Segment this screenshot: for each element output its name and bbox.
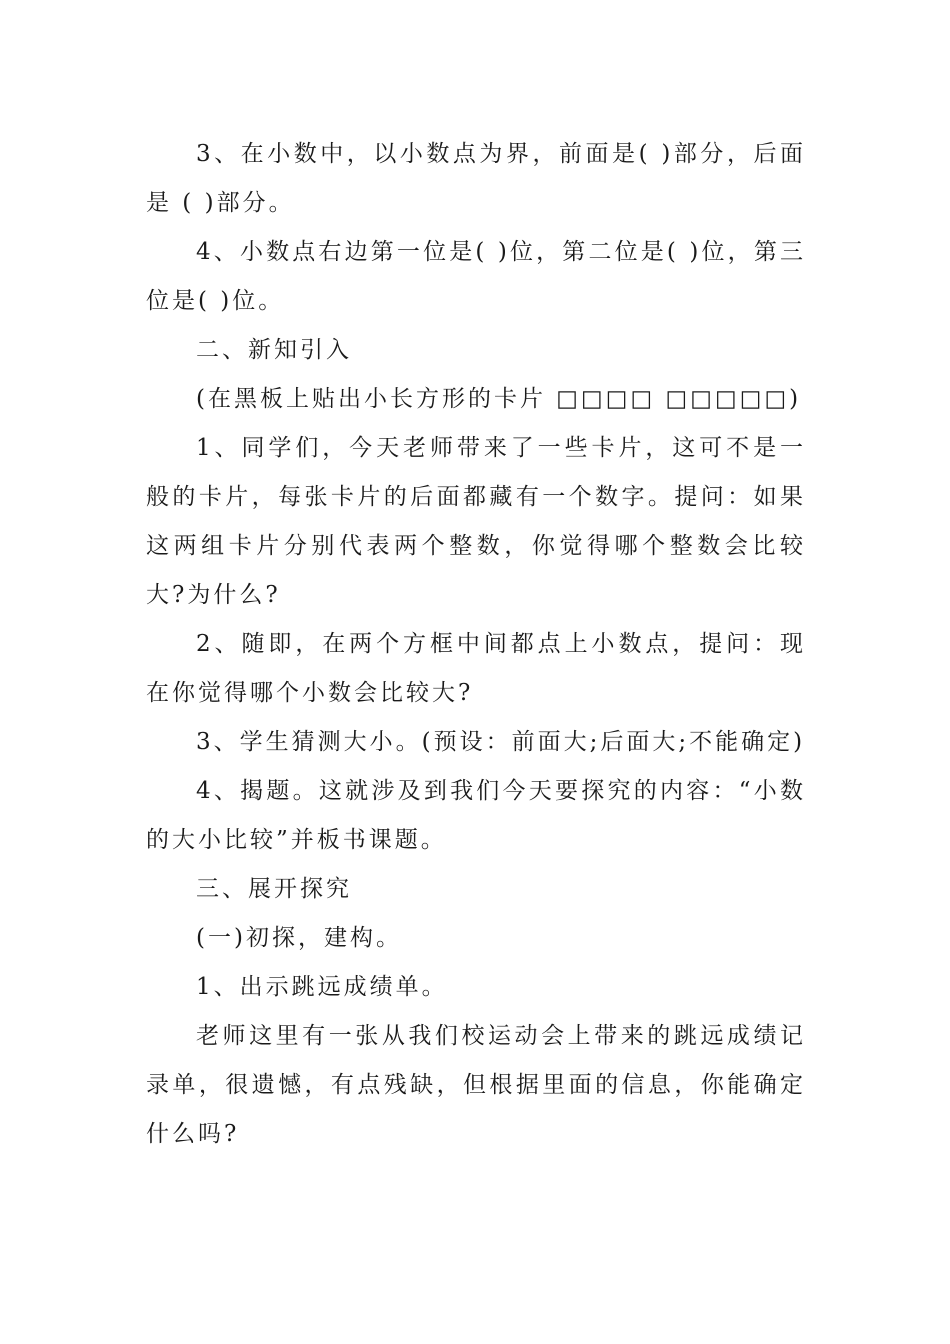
section-heading-explore: 三、展开探究: [196, 876, 352, 902]
document-body: [146, 130, 806, 1159]
paragraph-show-scoresheet: 1、出示跳远成绩单。: [196, 974, 448, 1000]
paragraph-step-3: 3、学生猜测大小。(预设：前面大;后面大;不能确定): [196, 729, 806, 755]
paragraph-step-1: 1、同学们，今天老师带来了一些卡片，这可不是一般的卡片，每张卡片的后面都藏有一个数字。提问：如果这两组卡片分别代表两个整数，你觉得哪个整数会比较大?为什么?: [146, 435, 806, 608]
paragraph-step-4: 4、揭题。这就涉及到我们今天要探究的内容：“小数的大小比较”并板书课题。: [146, 778, 806, 853]
paragraph-blackboard-cards: (在黑板上贴出小长方形的卡片 □□□□ □□□□□): [196, 386, 802, 412]
paragraph-question-3: 3、在小数中，以小数点为界，前面是( )部分，后面是 ( )部分。: [146, 141, 806, 216]
subsection-heading-explore-1: (一)初探，建构。: [196, 925, 402, 951]
paragraph-step-2: 2、随即，在两个方框中间都点上小数点，提问：现在你觉得哪个小数会比较大?: [146, 631, 806, 706]
paragraph-question-4: 4、小数点右边第一位是( )位，第二位是( )位，第三位是( )位。: [146, 239, 806, 314]
paragraph-teacher-scoresheet: 老师这里有一张从我们校运动会上带来的跳远成绩记录单，很遗憾，有点残缺，但根据里面的信息，你能确定什么吗?: [146, 1023, 806, 1147]
section-heading-new-knowledge: 二、新知引入: [196, 337, 352, 363]
